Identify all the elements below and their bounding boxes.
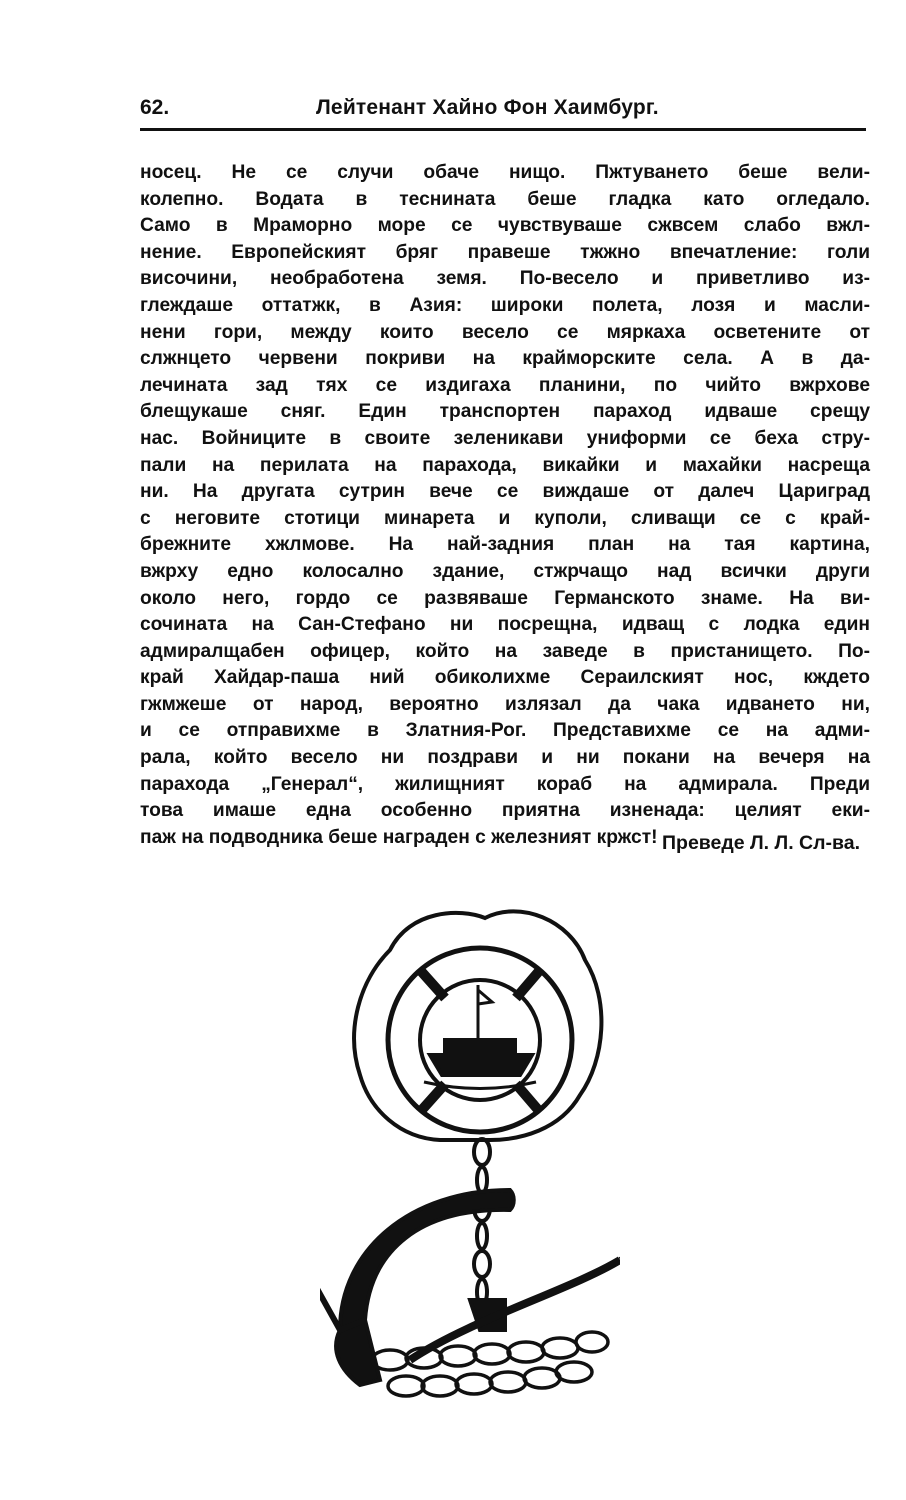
text-line: парахода „Генерал“, жилищният кораб на адмирала. Преди (140, 773, 870, 795)
text-line: и се отправихме в Златния-Рог. Представихме се на адми- (140, 720, 870, 742)
base-chain (372, 1332, 608, 1396)
text-line: Само в Мраморно море се чувствуваше сжвсем слабо вжл- (140, 215, 870, 237)
text-line: колепно. Водата в теснината беше гладка като огледало. (140, 188, 870, 210)
body-text (140, 160, 870, 851)
text-line: глеждаше оттатжк, в Азия: широки полета, лозя и масли- (140, 294, 870, 316)
ship-icon (430, 1055, 532, 1075)
text-line: нение. Европейският бряг правеше тжжно впечатление: голи (140, 241, 870, 263)
anchor-icon (320, 1190, 620, 1385)
text-line: лечината зад тях се издигаха планини, по чийто вжрхове (140, 374, 870, 396)
text-line: височини, необработена земя. По-весело и приветливо из- (140, 268, 870, 290)
text-line: нени гори, между които весело се мяркаха осветените от (140, 321, 870, 343)
page-header (140, 96, 866, 131)
text-line: носец. Не се случи обаче нищо. Пжтуването беше вели- (140, 162, 870, 183)
hanging-chain (474, 1139, 490, 1305)
text-line: адмиралщабен офицер, който на заведе в пристанището. По- (140, 640, 870, 662)
text-line: брежните хжлмове. На най-задния план на тая картина, (140, 534, 870, 556)
text-line: паж на подводника беше награден с железният кржст! (140, 826, 658, 848)
text-line: слжнцето червени покриви на крайморските села. А в да- (140, 348, 870, 370)
running-title: Лейтенант Хайно Фон Хаимбург. (316, 96, 659, 119)
text-line: блещукаше сняг. Един транспортен параход идваше срещу (140, 401, 870, 423)
lifebuoy-anchor-chain-emblem (320, 890, 620, 1410)
text-line: пали на перилата на парахода, викайки и махайки насреща (140, 454, 870, 476)
text-line: вжрху едно колосално здание, стжрчащо над всички други (140, 560, 870, 582)
text-line: рала, който весело ни поздрави и ни покани на вечеря на (140, 747, 870, 769)
text-line: нас. Войниците в своите зеленикави униформи се беха стру- (140, 427, 870, 449)
page-number: 62. (140, 96, 170, 119)
translator-signature: Преведе Л. Л. Сл-ва. (662, 832, 860, 854)
text-line: това имаше една особенно приятна изненада: целият еки- (140, 800, 870, 822)
text-line: сочината на Сан-Стефано ни посрещна, идващ с лодка един (140, 614, 870, 636)
text-line: край Хайдар-паша ний обиколихме Сераилският нос, кждето (140, 667, 870, 689)
text-line: около него, гордо се развяваше Германското знаме. На ви- (140, 587, 870, 609)
text-line: ни. На другата сутрин вече се виждаше от далеч Цариград (140, 481, 870, 503)
text-line: с неговите стотици минарета и куполи, сливащи се с край- (140, 507, 870, 529)
text-line: гжмжеше от народ, вероятно излязал да чака идването ни, (140, 693, 870, 715)
